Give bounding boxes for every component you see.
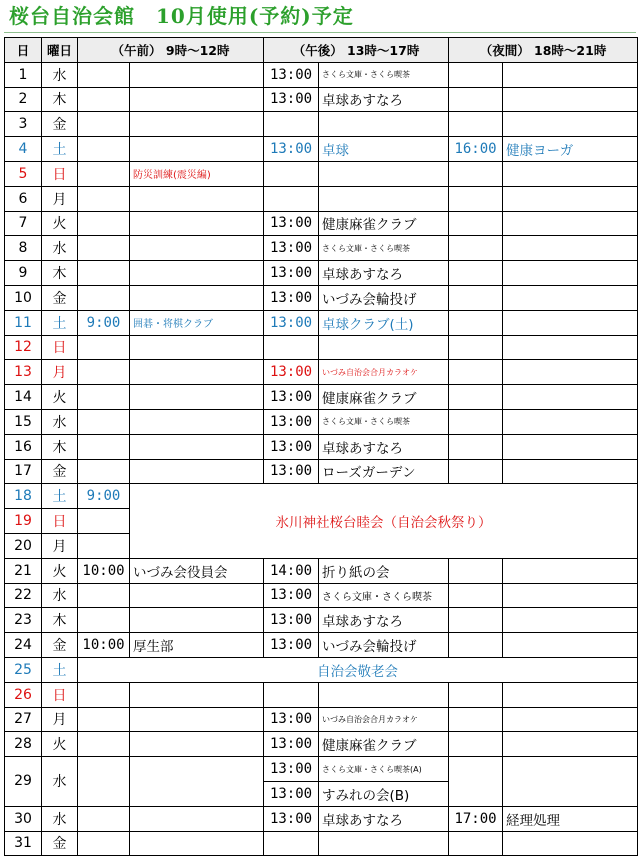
day-cell: 10 — [5, 285, 42, 310]
night-event-cell — [503, 583, 638, 608]
pm-event-cell: すみれの会(B) — [319, 781, 449, 806]
night-event-cell — [503, 831, 638, 856]
day-cell: 13 — [5, 360, 42, 385]
pm-time-cell: 13:00 — [264, 806, 319, 831]
pm-event-cell: 健康麻雀クラブ — [319, 211, 449, 236]
pm-time-cell: 13:00 — [264, 236, 319, 261]
am-time-cell — [78, 385, 130, 410]
table-row — [5, 806, 638, 831]
am-time-cell — [78, 831, 130, 856]
weekday-cell: 土 — [42, 137, 78, 162]
pm-event-cell — [319, 186, 449, 211]
am-event-cell — [130, 236, 264, 261]
night-time-cell — [449, 409, 503, 434]
am-event-cell — [130, 583, 264, 608]
table-row — [5, 87, 638, 112]
am-event-cell — [130, 87, 264, 112]
pm-time-cell: 13:00 — [264, 87, 319, 112]
day-cell: 6 — [5, 186, 42, 211]
page-title: 桜台自治会館 10月使用(予約)予定 — [9, 4, 354, 28]
weekday-cell: 金 — [42, 831, 78, 856]
header-evening: （夜間） 18時～21時 — [449, 38, 638, 63]
am-event-cell — [130, 682, 264, 707]
pm-time-cell: 14:00 — [264, 558, 319, 583]
am-event-cell — [130, 707, 264, 732]
header-morning: （午前） 9時～12時 — [78, 38, 264, 63]
weekday-cell: 水 — [42, 583, 78, 608]
weekday-cell: 水 — [42, 409, 78, 434]
am-event-cell — [130, 409, 264, 434]
pm-event-cell — [319, 161, 449, 186]
table-row — [5, 385, 638, 410]
table-row — [5, 757, 638, 782]
pm-event-cell — [319, 682, 449, 707]
day-cell: 25 — [5, 657, 42, 682]
am-event-cell — [130, 285, 264, 310]
weekday-cell: 水 — [42, 757, 78, 807]
am-event-cell — [130, 757, 264, 807]
table-row — [5, 484, 638, 509]
am-event-cell — [130, 385, 264, 410]
pm-event-cell: いづみ会輪投げ — [319, 285, 449, 310]
table-row — [5, 261, 638, 286]
pm-time-cell: 13:00 — [264, 385, 319, 410]
header-weekday: 曜日 — [42, 38, 78, 63]
night-time-cell — [449, 186, 503, 211]
day-cell: 26 — [5, 682, 42, 707]
table-row — [5, 211, 638, 236]
weekday-cell: 木 — [42, 434, 78, 459]
day-cell: 7 — [5, 211, 42, 236]
am-event-cell — [130, 137, 264, 162]
pm-event-cell: 卓球あすなろ — [319, 434, 449, 459]
weekday-cell: 金 — [42, 459, 78, 484]
am-time-cell — [78, 434, 130, 459]
festival-event-cell: 氷川神社桜台睦会（自治会秋祭り） — [130, 484, 638, 558]
header-afternoon: （午後） 13時～17時 — [264, 38, 449, 63]
pm-time-cell: 13:00 — [264, 781, 319, 806]
pm-event-cell: 卓球あすなろ — [319, 87, 449, 112]
weekday-cell: 水 — [42, 806, 78, 831]
pm-event-cell: さくら文庫・さくら喫茶 — [319, 583, 449, 608]
weekday-cell: 火 — [42, 558, 78, 583]
night-event-cell — [503, 360, 638, 385]
day-cell: 5 — [5, 161, 42, 186]
night-event-cell — [503, 236, 638, 261]
pm-event-cell: 折り紙の会 — [319, 558, 449, 583]
pm-event-cell: いづみ自治会合月カラオケ — [319, 707, 449, 732]
table-row — [5, 831, 638, 856]
day-cell: 19 — [5, 509, 42, 534]
night-event-cell — [503, 87, 638, 112]
day-cell: 2 — [5, 87, 42, 112]
night-time-cell — [449, 558, 503, 583]
night-time-cell — [449, 707, 503, 732]
night-time-cell — [449, 459, 503, 484]
weekday-cell: 火 — [42, 211, 78, 236]
pm-event-cell: 健康麻雀クラブ — [319, 732, 449, 757]
table-row — [5, 732, 638, 757]
weekday-cell: 水 — [42, 236, 78, 261]
pm-time-cell: 13:00 — [264, 434, 319, 459]
night-event-cell: 経理処理 — [503, 806, 638, 831]
night-event-cell — [503, 211, 638, 236]
am-time-cell — [78, 806, 130, 831]
pm-time-cell: 13:00 — [264, 757, 319, 782]
weekday-cell: 木 — [42, 608, 78, 633]
am-event-cell — [130, 62, 264, 87]
weekday-cell: 火 — [42, 732, 78, 757]
night-event-cell — [503, 459, 638, 484]
night-time-cell — [449, 236, 503, 261]
night-time-cell — [449, 310, 503, 335]
table-row — [5, 186, 638, 211]
am-time-cell — [78, 261, 130, 286]
pm-event-cell: さくら文庫・さくら喫茶(A) — [319, 757, 449, 782]
day-cell: 23 — [5, 608, 42, 633]
night-time-cell — [449, 62, 503, 87]
night-event-cell — [503, 732, 638, 757]
night-time-cell — [449, 608, 503, 633]
pm-event-cell — [319, 112, 449, 137]
day-cell: 28 — [5, 732, 42, 757]
day-cell: 15 — [5, 409, 42, 434]
table-row — [5, 707, 638, 732]
am-time-cell — [78, 459, 130, 484]
night-event-cell — [503, 707, 638, 732]
day-cell: 29 — [5, 757, 42, 807]
weekday-cell: 日 — [42, 335, 78, 360]
table-row — [5, 459, 638, 484]
am-time-cell — [78, 211, 130, 236]
night-time-cell — [449, 757, 503, 807]
night-event-cell — [503, 335, 638, 360]
night-event-cell — [503, 409, 638, 434]
night-time-cell — [449, 261, 503, 286]
pm-time-cell: 13:00 — [264, 137, 319, 162]
table-row — [5, 608, 638, 633]
am-event-cell — [130, 211, 264, 236]
pm-event-cell: ローズガーデン — [319, 459, 449, 484]
pm-event-cell: 卓球クラブ(土) — [319, 310, 449, 335]
night-time-cell — [449, 385, 503, 410]
night-time-cell — [449, 583, 503, 608]
day-cell: 21 — [5, 558, 42, 583]
day-cell: 4 — [5, 137, 42, 162]
pm-time-cell: 13:00 — [264, 310, 319, 335]
day-cell: 1 — [5, 62, 42, 87]
pm-event-cell: いづみ会輪投げ — [319, 633, 449, 658]
day-cell: 3 — [5, 112, 42, 137]
pm-event-cell: さくら文庫・さくら喫茶 — [319, 236, 449, 261]
pm-event-cell: 健康麻雀クラブ — [319, 385, 449, 410]
pm-time-cell — [264, 186, 319, 211]
pm-time-cell: 13:00 — [264, 583, 319, 608]
weekday-cell: 日 — [42, 682, 78, 707]
day-cell: 24 — [5, 633, 42, 658]
pm-event-cell: 卓球あすなろ — [319, 261, 449, 286]
night-event-cell — [503, 285, 638, 310]
night-event-cell — [503, 62, 638, 87]
am-time-cell — [78, 87, 130, 112]
pm-time-cell: 13:00 — [264, 732, 319, 757]
night-event-cell — [503, 558, 638, 583]
am-event-cell — [130, 459, 264, 484]
night-time-cell: 17:00 — [449, 806, 503, 831]
table-row — [5, 285, 638, 310]
day-cell: 31 — [5, 831, 42, 856]
pm-time-cell: 13:00 — [264, 409, 319, 434]
night-event-cell — [503, 385, 638, 410]
am-time-cell — [78, 112, 130, 137]
pm-event-cell: いづみ自治会合月カラオケ — [319, 360, 449, 385]
day-cell: 17 — [5, 459, 42, 484]
table-row — [5, 137, 638, 162]
pm-time-cell: 13:00 — [264, 285, 319, 310]
table-row — [5, 633, 638, 658]
night-event-cell — [503, 434, 638, 459]
am-time-cell — [78, 335, 130, 360]
respect-for-aged-event-cell: 自治会敬老会 — [78, 657, 638, 682]
night-time-cell: 16:00 — [449, 137, 503, 162]
am-time-cell: 9:00 — [78, 484, 130, 509]
am-time-cell — [78, 707, 130, 732]
am-event-cell: いづみ会役員会 — [130, 558, 264, 583]
day-cell: 20 — [5, 533, 42, 558]
day-cell: 27 — [5, 707, 42, 732]
night-time-cell — [449, 87, 503, 112]
pm-time-cell: 13:00 — [264, 608, 319, 633]
night-time-cell — [449, 633, 503, 658]
header-day: 日 — [5, 38, 42, 63]
pm-time-cell — [264, 682, 319, 707]
day-cell: 8 — [5, 236, 42, 261]
am-time-cell — [78, 757, 130, 807]
weekday-cell: 木 — [42, 261, 78, 286]
day-cell: 9 — [5, 261, 42, 286]
weekday-cell: 月 — [42, 533, 78, 558]
night-event-cell — [503, 757, 638, 807]
night-time-cell — [449, 335, 503, 360]
night-event-cell: 健康ヨーガ — [503, 137, 638, 162]
am-time-cell — [78, 161, 130, 186]
weekday-cell: 日 — [42, 161, 78, 186]
day-cell: 11 — [5, 310, 42, 335]
night-event-cell — [503, 186, 638, 211]
am-event-cell — [130, 806, 264, 831]
schedule-table — [4, 37, 638, 856]
table-row — [5, 335, 638, 360]
am-event-cell — [130, 732, 264, 757]
pm-event-cell: さくら文庫・さくら喫茶 — [319, 409, 449, 434]
weekday-cell: 月 — [42, 360, 78, 385]
am-event-cell — [130, 112, 264, 137]
table-row — [5, 409, 638, 434]
pm-time-cell: 13:00 — [264, 261, 319, 286]
am-event-cell — [130, 608, 264, 633]
night-event-cell — [503, 633, 638, 658]
day-cell: 18 — [5, 484, 42, 509]
night-time-cell — [449, 434, 503, 459]
am-event-cell — [130, 261, 264, 286]
weekday-cell: 月 — [42, 186, 78, 211]
pm-time-cell: 13:00 — [264, 459, 319, 484]
day-cell: 12 — [5, 335, 42, 360]
am-time-cell — [78, 732, 130, 757]
night-event-cell — [503, 161, 638, 186]
pm-time-cell: 13:00 — [264, 62, 319, 87]
pm-time-cell — [264, 161, 319, 186]
table-row — [5, 62, 638, 87]
table-row — [5, 112, 638, 137]
weekday-cell: 土 — [42, 484, 78, 509]
weekday-cell: 金 — [42, 633, 78, 658]
am-time-cell — [78, 360, 130, 385]
am-event-cell: 防災訓練(震災編) — [130, 161, 264, 186]
pm-time-cell: 13:00 — [264, 211, 319, 236]
day-cell: 22 — [5, 583, 42, 608]
night-time-cell — [449, 360, 503, 385]
am-event-cell: 囲碁・将棋クラブ — [130, 310, 264, 335]
night-event-cell — [503, 112, 638, 137]
am-time-cell: 10:00 — [78, 633, 130, 658]
header-row — [5, 38, 638, 63]
night-event-cell — [503, 261, 638, 286]
am-time-cell: 9:00 — [78, 310, 130, 335]
title-underline — [4, 32, 636, 33]
table-row — [5, 161, 638, 186]
weekday-cell: 木 — [42, 87, 78, 112]
night-time-cell — [449, 732, 503, 757]
am-event-cell — [130, 434, 264, 459]
table-row — [5, 360, 638, 385]
am-time-cell — [78, 608, 130, 633]
table-row — [5, 434, 638, 459]
night-time-cell — [449, 112, 503, 137]
pm-time-cell: 13:00 — [264, 360, 319, 385]
weekday-cell: 土 — [42, 310, 78, 335]
pm-time-cell — [264, 335, 319, 360]
table-row — [5, 682, 638, 707]
table-row — [5, 558, 638, 583]
am-event-cell — [130, 335, 264, 360]
am-event-cell — [130, 360, 264, 385]
weekday-cell: 水 — [42, 62, 78, 87]
night-time-cell — [449, 831, 503, 856]
weekday-cell: 金 — [42, 285, 78, 310]
weekday-cell: 日 — [42, 509, 78, 534]
pm-event-cell: 卓球あすなろ — [319, 608, 449, 633]
weekday-cell: 火 — [42, 385, 78, 410]
weekday-cell: 月 — [42, 707, 78, 732]
weekday-cell: 金 — [42, 112, 78, 137]
night-time-cell — [449, 161, 503, 186]
am-time-cell — [78, 409, 130, 434]
pm-event-cell — [319, 335, 449, 360]
day-cell: 30 — [5, 806, 42, 831]
night-event-cell — [503, 310, 638, 335]
day-cell: 14 — [5, 385, 42, 410]
pm-time-cell: 13:00 — [264, 633, 319, 658]
pm-event-cell: 卓球あすなろ — [319, 806, 449, 831]
am-time-cell — [78, 682, 130, 707]
am-time-cell — [78, 533, 130, 558]
pm-event-cell: 卓球 — [319, 137, 449, 162]
night-time-cell — [449, 285, 503, 310]
table-row — [5, 236, 638, 261]
am-time-cell — [78, 62, 130, 87]
night-time-cell — [449, 682, 503, 707]
am-event-cell — [130, 186, 264, 211]
weekday-cell: 土 — [42, 657, 78, 682]
night-time-cell — [449, 211, 503, 236]
table-row — [5, 657, 638, 682]
am-event-cell — [130, 831, 264, 856]
am-time-cell: 10:00 — [78, 558, 130, 583]
am-time-cell — [78, 236, 130, 261]
pm-time-cell: 13:00 — [264, 707, 319, 732]
am-time-cell — [78, 186, 130, 211]
table-row — [5, 310, 638, 335]
table-row — [5, 583, 638, 608]
pm-time-cell — [264, 112, 319, 137]
day-cell: 16 — [5, 434, 42, 459]
pm-event-cell: さくら文庫・さくら喫茶 — [319, 62, 449, 87]
pm-time-cell — [264, 831, 319, 856]
night-event-cell — [503, 682, 638, 707]
am-time-cell — [78, 583, 130, 608]
night-event-cell — [503, 608, 638, 633]
am-event-cell: 厚生部 — [130, 633, 264, 658]
am-time-cell — [78, 509, 130, 534]
pm-event-cell — [319, 831, 449, 856]
am-time-cell — [78, 137, 130, 162]
am-time-cell — [78, 285, 130, 310]
